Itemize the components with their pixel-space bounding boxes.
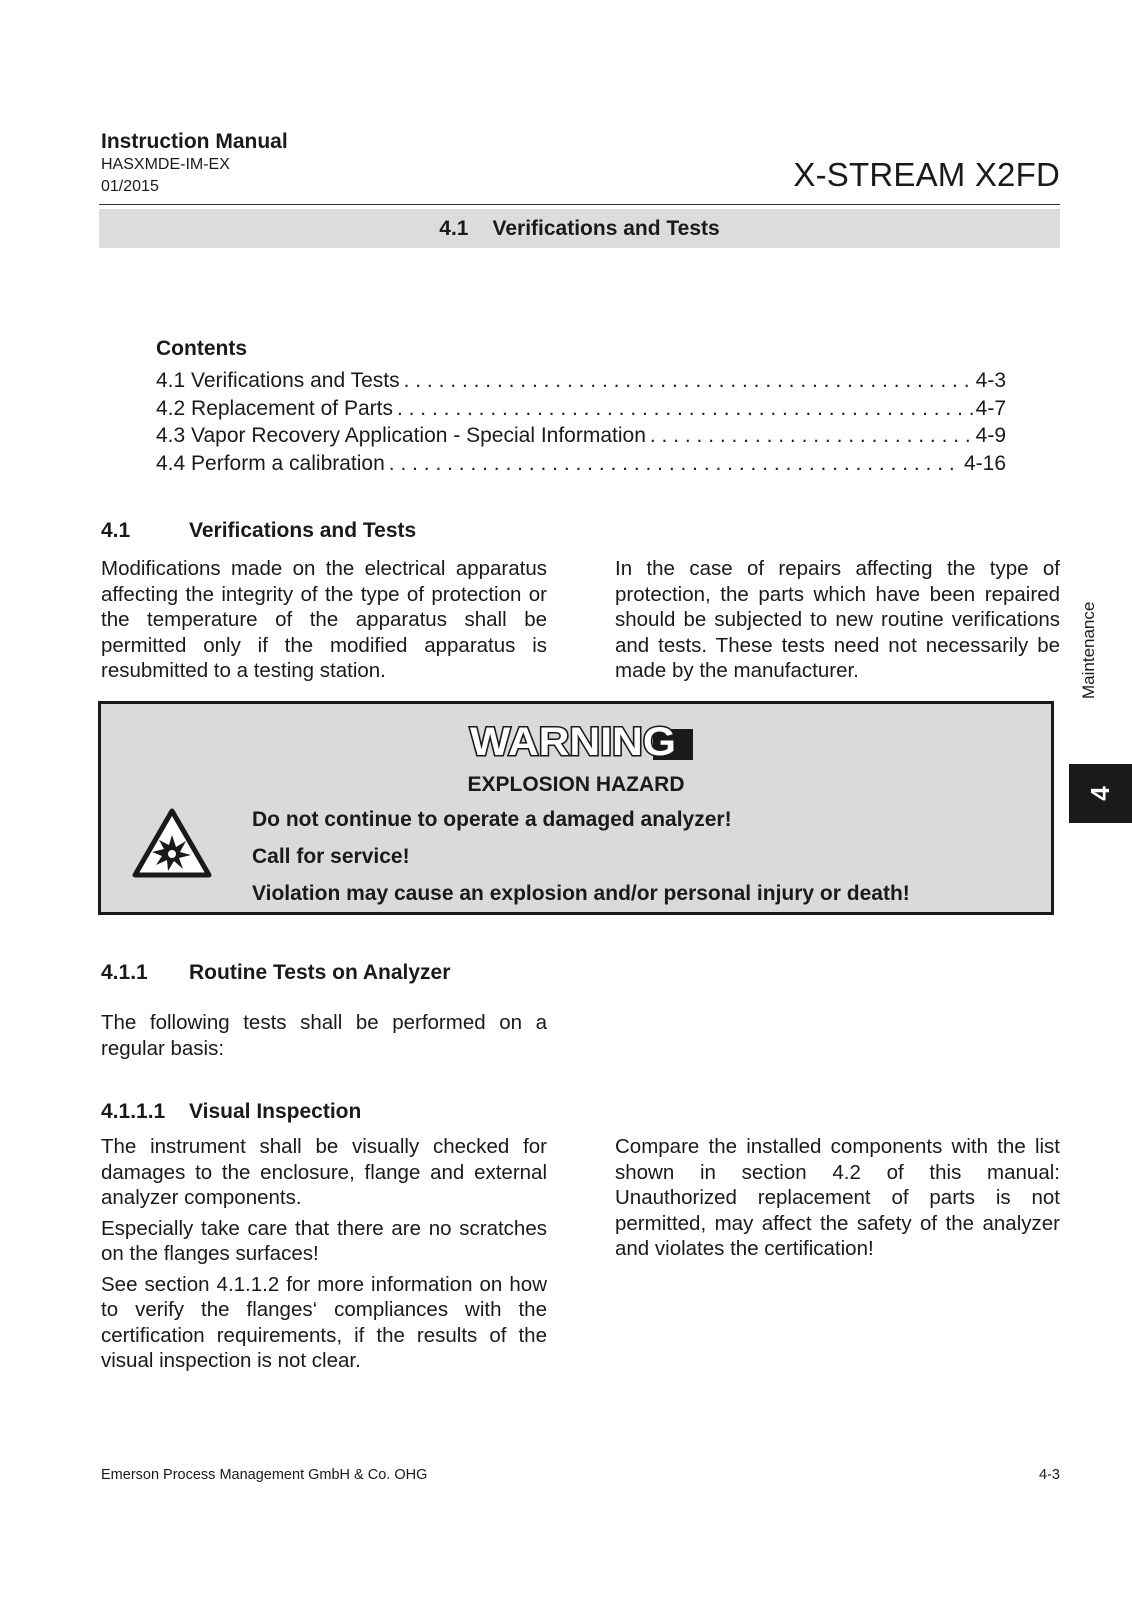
side-tab-label: Maintenance xyxy=(1079,601,1098,699)
section-4-1-1-heading xyxy=(101,961,450,985)
toc-leader xyxy=(389,452,962,476)
paragraph: See section 4.1.1.2 for more information on how to verify the flanges‘ compliances with the certification requirements, if the results of the visual inspection is not clear. xyxy=(101,1272,547,1372)
manual-title: Instruction Manual xyxy=(101,130,288,153)
section-number: 4.1 xyxy=(101,519,131,542)
doc-date: 01/2015 xyxy=(101,178,159,195)
paragraph: Modifications made on the electrical apparatus affecting the integrity of the type of protection or the temperature of the apparatus shall be permitted only if the modified apparatus is resubmitted to a testing station. xyxy=(101,557,547,682)
toc-item[interactable] xyxy=(156,369,1006,397)
section-4-1-heading xyxy=(101,519,416,543)
section-4-1-1-1-right-column xyxy=(615,1134,1060,1267)
chapter-number: 4 xyxy=(1085,786,1115,801)
doc-number: HASXMDE-IM-EX xyxy=(101,156,230,173)
warning-line: Do not continue to operate a damaged analyzer! xyxy=(252,808,732,831)
paragraph: Especially take care that there are no scratches on the flanges surfaces! xyxy=(101,1216,547,1265)
toc-item-page: 4-3 xyxy=(975,369,1006,392)
toc-leader xyxy=(650,424,974,448)
toc-item[interactable] xyxy=(156,452,1006,480)
section-title: Verifications and Tests xyxy=(189,519,417,542)
toc-item-page: 4-7 xyxy=(975,396,1006,420)
section-band xyxy=(99,209,1060,248)
footer-page-number: 4-3 xyxy=(1039,1467,1060,1483)
toc-item-label: 4.4 Perform a calibration xyxy=(156,451,385,475)
footer-company: Emerson Process Management GmbH & Co. OHG xyxy=(101,1467,428,1483)
toc-item-label: 4.2 Replacement of Parts xyxy=(156,396,393,420)
contents-list xyxy=(156,369,1006,479)
section-4-1-left-column xyxy=(101,556,547,689)
paragraph: The instrument shall be visually checked for damages to the enclosure, flange and external analyzer components. xyxy=(101,1135,547,1209)
section-title: Routine Tests on Analyzer xyxy=(189,961,451,984)
paragraph: The following tests shall be performed on a regular basis: xyxy=(101,1011,547,1060)
warning-hazard: EXPLOSION HAZARD xyxy=(467,773,685,796)
toc-item-label: 4.3 Vapor Recovery Application - Special Information xyxy=(156,424,646,447)
section-title: Visual Inspection xyxy=(189,1100,362,1123)
section-band-number: 4.1 xyxy=(439,216,469,240)
warning-line: Violation may cause an explosion and/or personal injury or death! xyxy=(252,882,910,905)
chapter-tab xyxy=(1069,764,1132,823)
product-name: X-STREAM X2FD xyxy=(793,156,1060,193)
section-number: 4.1.1 xyxy=(101,961,148,984)
explosion-hazard-icon xyxy=(131,807,213,879)
toc-item[interactable] xyxy=(156,397,1006,425)
section-4-1-1-text xyxy=(101,1010,547,1066)
contents-heading: Contents xyxy=(156,337,247,360)
paragraph: Compare the installed components with the list shown in section 4.2 of this manual: Unauthorized replacement of parts is not permitted, may affect the safety of the analyzer and violates the certification! xyxy=(615,1135,1060,1260)
section-4-1-1-1-left-column xyxy=(101,1134,547,1379)
toc-leader xyxy=(404,369,974,393)
warning-badge-text: WARNING xyxy=(470,720,676,760)
section-4-1-1-1-heading xyxy=(101,1100,361,1124)
toc-leader xyxy=(397,397,974,421)
header-rule xyxy=(99,204,1060,205)
warning-badge xyxy=(463,720,693,760)
section-band-title: Verifications and Tests xyxy=(492,216,720,240)
toc-item-label: 4.1 Verifications and Tests xyxy=(156,369,400,392)
toc-item[interactable] xyxy=(156,424,1006,452)
toc-item-page: 4-9 xyxy=(975,424,1006,447)
section-4-1-right-column xyxy=(615,556,1060,689)
warning-box xyxy=(98,701,1054,915)
toc-item-page: 4-16 xyxy=(963,451,1006,475)
paragraph: In the case of repairs affecting the type of protection, the parts which have been repaired should be subjected to new routine verifications and tests. These tests need not necessarily be made by the manufacturer. xyxy=(615,557,1060,682)
warning-line: Call for service! xyxy=(252,845,410,868)
section-number: 4.1.1.1 xyxy=(101,1100,166,1123)
